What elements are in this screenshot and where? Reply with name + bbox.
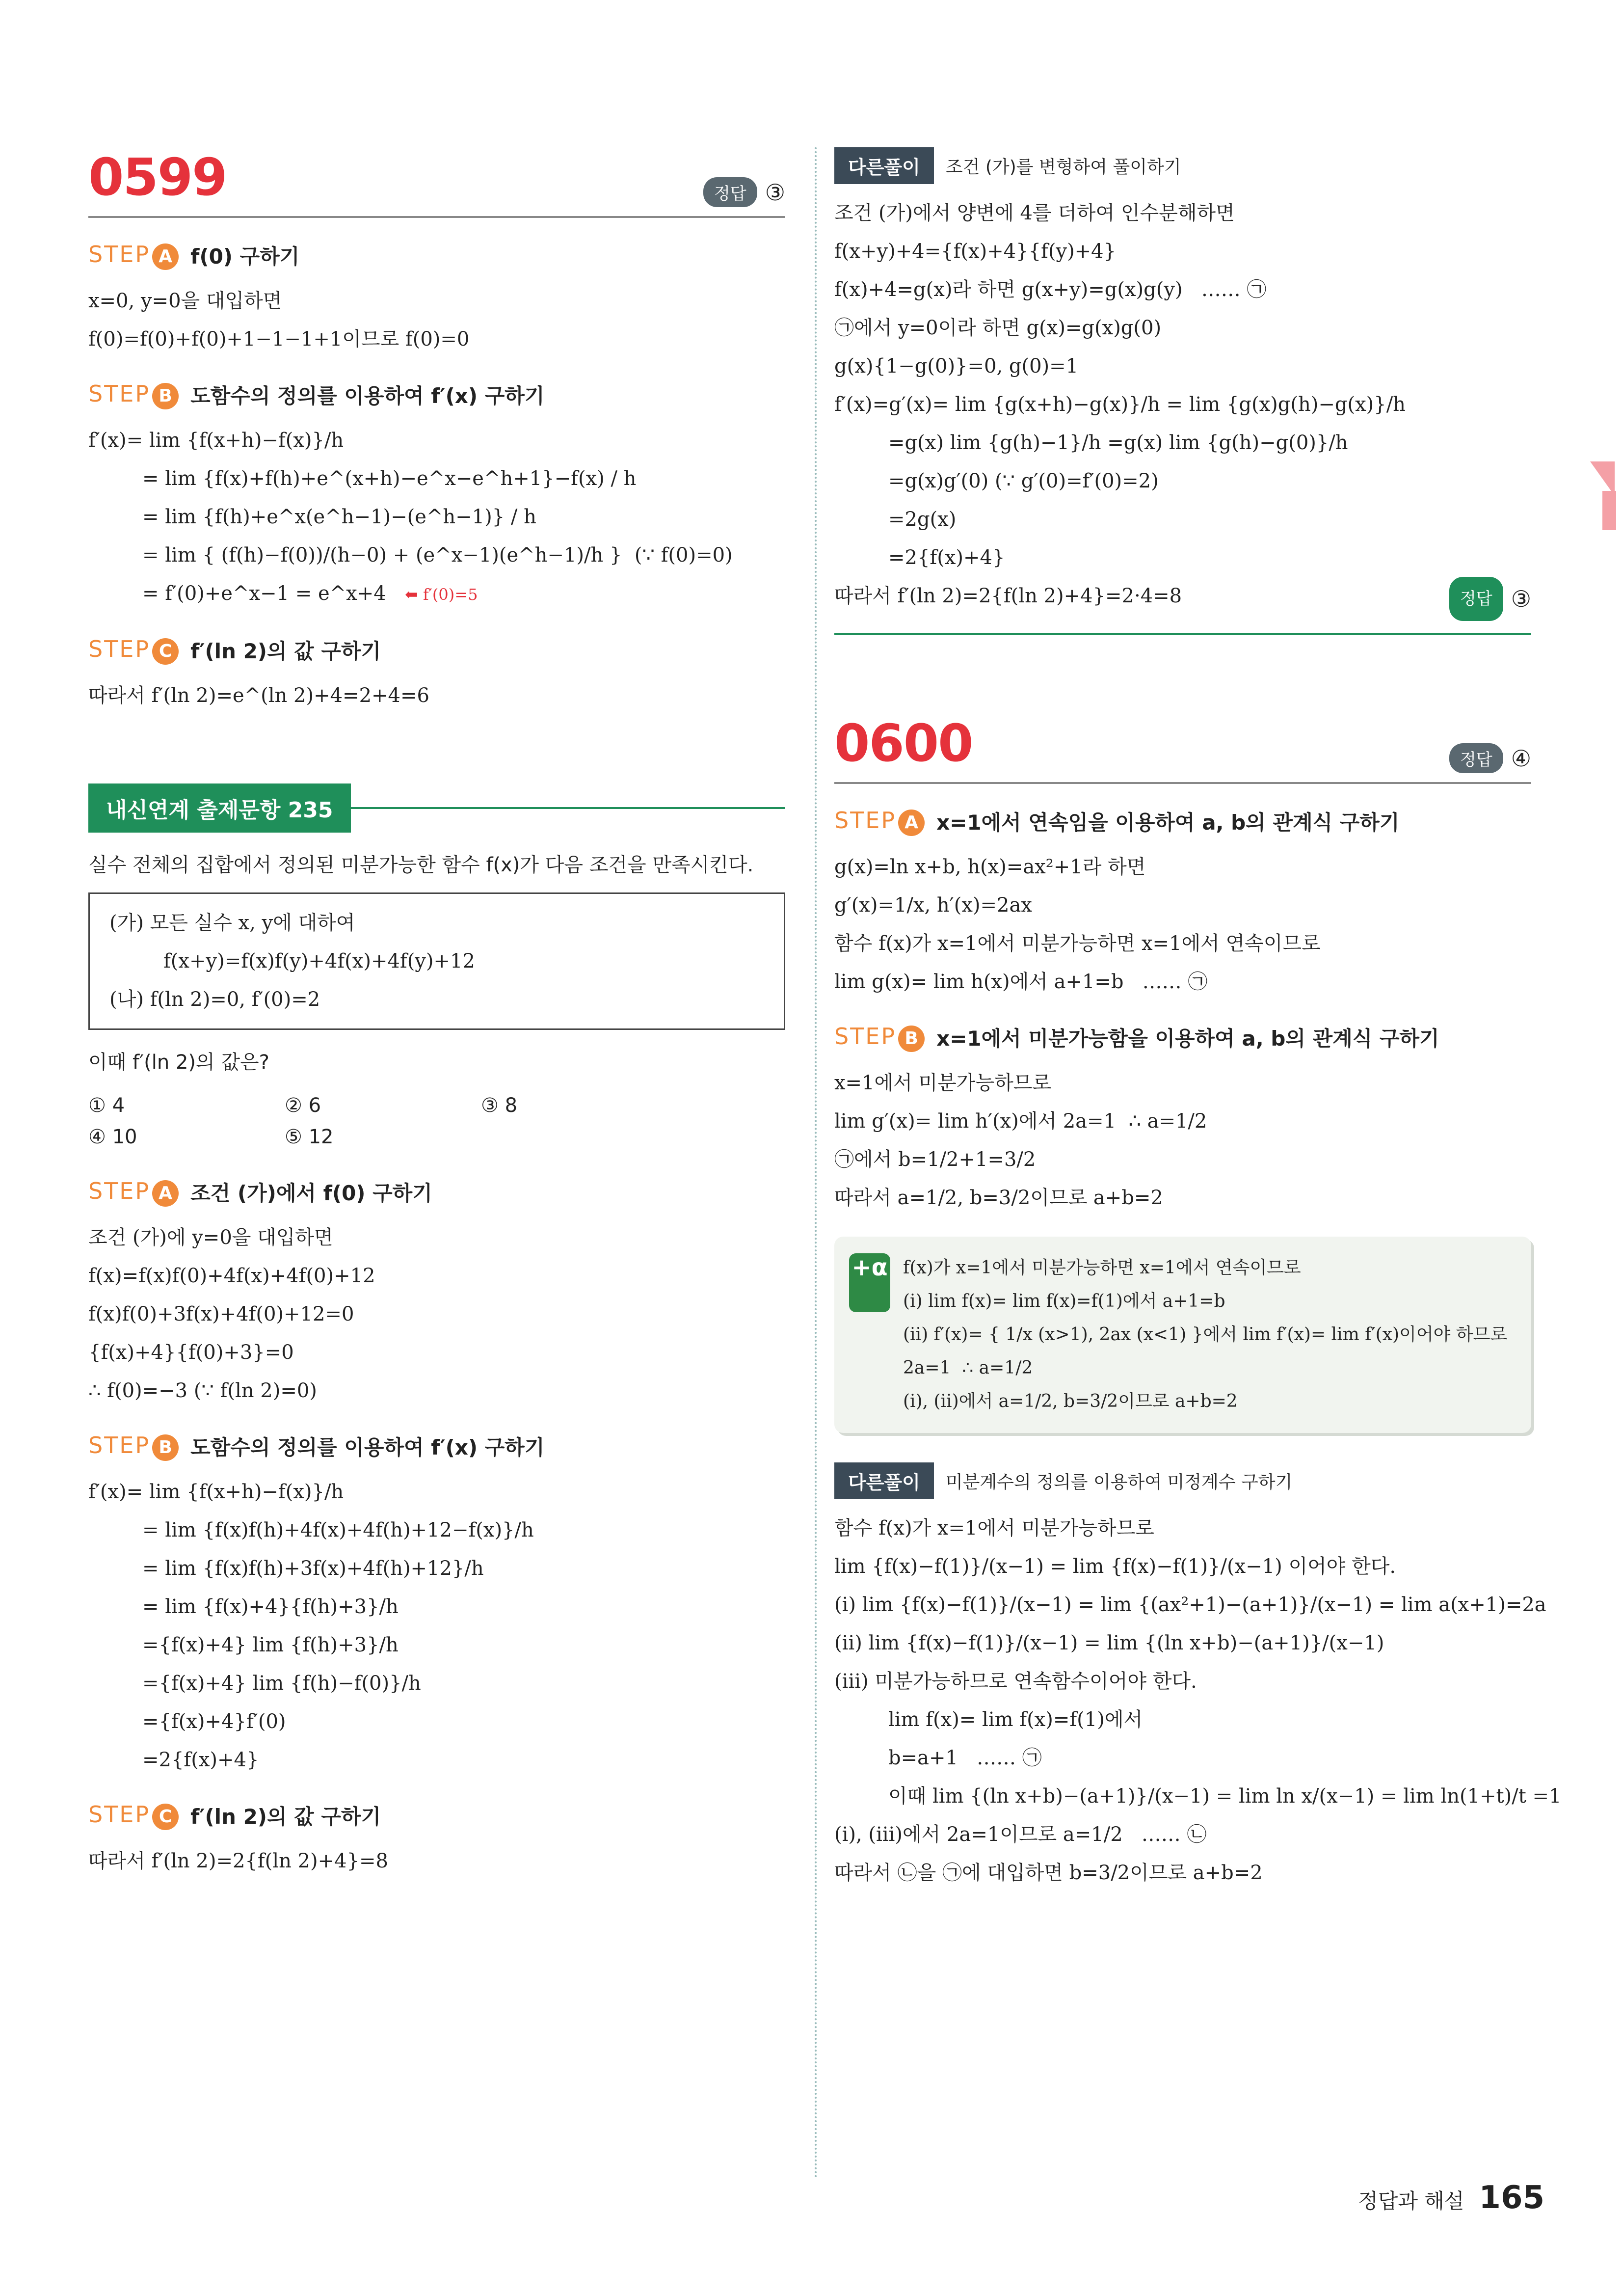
solution-line: f(x+y)+4={f(x)+4}{f(y)+4} bbox=[834, 240, 1117, 263]
footer-label: 정답과 해설 bbox=[1358, 2189, 1464, 2213]
column-divider bbox=[815, 147, 817, 2180]
choice-1: ① 4 bbox=[88, 1094, 125, 1117]
alternative-tag: 다른풀이 bbox=[834, 1462, 934, 1499]
page-footer bbox=[1358, 2180, 1544, 2216]
solution-line: 함수 f(x)가 x=1에서 미분가능하면 x=1에서 연속이므로 bbox=[834, 932, 1321, 955]
answer-badge: 정답 bbox=[1449, 743, 1503, 773]
solution-line: lim {f(x)−f(1)}/(x−1) = lim {f(x)−f(1)}/(x−1) 이어야 한다. bbox=[834, 1555, 1396, 1578]
answer-indicator bbox=[1449, 743, 1531, 773]
choice-3: ③ 8 bbox=[481, 1094, 518, 1117]
step-title: x=1에서 미분가능함을 이용하여 a, b의 관계식 구하기 bbox=[936, 1026, 1439, 1051]
step-tag: STEP C bbox=[88, 636, 179, 665]
solution-line: g′(x)=1/x, h′(x)=2ax bbox=[834, 894, 1032, 917]
solution-line: = lim {f(x)+4}{f(h)+3}/h bbox=[142, 1595, 399, 1618]
related-problem-tab bbox=[88, 783, 785, 833]
hint-line: f(x)가 x=1에서 미분가능하면 x=1에서 연속이므로 bbox=[903, 1258, 1301, 1278]
step-tag: STEP A bbox=[88, 1178, 179, 1207]
solution-line: (ⅰ) lim {f(x)−f(1)}/(x−1) = lim {(ax²+1)−(a+1)}/(x−1) = lim a(x+1)=2a bbox=[834, 1594, 1546, 1616]
step-a-header bbox=[88, 241, 785, 270]
chapter-tab-bar bbox=[1602, 491, 1616, 530]
solution-line: = f′(0)+e^x−1 = e^x+4 ⬅ f′(0)=5 bbox=[142, 582, 478, 605]
solution-line: ={f(x)+4} lim {f(h)+3}/h bbox=[142, 1634, 399, 1656]
problem-header-0599 bbox=[88, 147, 785, 218]
step-title: f(0) 구하기 bbox=[190, 244, 300, 269]
choice-4: ④ 10 bbox=[88, 1126, 137, 1148]
solution-line: = lim {f(h)+e^x(e^h−1)−(e^h−1)} / h bbox=[142, 506, 536, 528]
solution-line: f(x)=f(x)f(0)+4f(x)+4f(0)+12 bbox=[88, 1265, 375, 1287]
section-rule bbox=[834, 633, 1531, 635]
solution-line: f(0)=f(0)+f(0)+1−1−1+1이므로 f(0)=0 bbox=[88, 328, 470, 351]
left-column bbox=[88, 147, 785, 1880]
solution-line: (ⅰ), (ⅲ)에서 2a=1이므로 a=1/2 …… ㉡ bbox=[834, 1823, 1207, 1846]
solution-line: ㉠에서 y=0이라 하면 g(x)=g(x)g(0) bbox=[834, 317, 1162, 339]
solution-line: 조건 (가)에 y=0을 대입하면 bbox=[88, 1226, 333, 1249]
step-title: f′(ln 2)의 값 구하기 bbox=[190, 1805, 381, 1829]
choice-5: ⑤ 12 bbox=[285, 1126, 334, 1148]
solution-line: 따라서 f′(ln 2)=2{f(ln 2)+4}=2·4=8 정답 ③ bbox=[834, 577, 1531, 621]
alternative-solution-header bbox=[834, 147, 1531, 184]
step-title: 조건 (가)에서 f(0) 구하기 bbox=[190, 1181, 432, 1205]
solution-line: =2g(x) bbox=[888, 508, 957, 531]
solution-line: 함수 f(x)가 x=1에서 미분가능하므로 bbox=[834, 1517, 1154, 1540]
hint-line: 2a=1 ∴ a=1/2 bbox=[903, 1358, 1033, 1378]
answer-badge: 정답 bbox=[1449, 577, 1503, 621]
solution-line: {f(x)+4}{f(0)+3}=0 bbox=[88, 1341, 294, 1364]
solution-line: = lim {f(x)f(h)+3f(x)+4f(h)+12}/h bbox=[142, 1557, 484, 1580]
solution-line: = lim { (f(h)−f(0))/(h−0) + (e^x−1)(e^h−1)/h } (∵ f(0)=0) bbox=[142, 544, 733, 567]
step-b-header bbox=[88, 1432, 785, 1461]
answer-indicator bbox=[1449, 577, 1531, 621]
answer-value: ④ bbox=[1511, 745, 1531, 772]
step-title: x=1에서 연속임을 이용하여 a, b의 관계식 구하기 bbox=[936, 810, 1400, 835]
step-tag: STEP B bbox=[88, 380, 179, 409]
right-column bbox=[834, 147, 1562, 1892]
hint-line: (ⅰ) lim f(x)= lim f(x)=f(1)에서 a+1=b bbox=[903, 1291, 1225, 1311]
answer-value: ③ bbox=[1511, 586, 1531, 612]
step-a-header bbox=[88, 1177, 785, 1207]
solution-line: 따라서 f′(ln 2)=2{f(ln 2)+4}=8 bbox=[88, 1850, 388, 1872]
solution-line: (ⅲ) 미분가능하므로 연속함수이어야 한다. bbox=[834, 1670, 1197, 1693]
step-title: 도함수의 정의를 이용하여 f′(x) 구하기 bbox=[190, 1435, 545, 1459]
solution-line: ={f(x)+4}f′(0) bbox=[142, 1710, 286, 1733]
hint-box bbox=[834, 1237, 1531, 1433]
step-b-header bbox=[834, 1023, 1531, 1052]
question-text: 실수 전체의 집합에서 정의된 미분가능한 함수 f(x)가 다음 조건을 만족시킨다. bbox=[88, 854, 754, 876]
solution-line: g(x){1−g(0)}=0, g(0)=1 bbox=[834, 355, 1079, 378]
solution-line: 따라서 f′(ln 2)=e^(ln 2)+4=2+4=6 bbox=[88, 684, 429, 707]
answer-badge: 정답 bbox=[703, 177, 757, 207]
solution-line: = lim {f(x)+f(h)+e^(x+h)−e^x−e^h+1}−f(x) / h bbox=[142, 467, 637, 490]
hint-line: (ⅰ), (ⅱ)에서 a=1/2, b=3/2이므로 a+b=2 bbox=[903, 1391, 1238, 1411]
alternative-desc: 조건 (가)를 변형하여 풀이하기 bbox=[945, 157, 1181, 177]
hint-line: (ⅱ) f′(x)= { 1/x (x>1), 2ax (x<1) }에서 lim f′(x)= lim f′(x)이어야 하므로 bbox=[903, 1324, 1508, 1345]
condition-box bbox=[88, 892, 785, 1030]
problem-number: 0599 bbox=[88, 147, 227, 207]
problem-header-0600 bbox=[834, 713, 1531, 784]
step-tag: STEP B bbox=[88, 1432, 179, 1461]
solution-line: 따라서 ㉡을 ㉠에 대입하면 b=3/2이므로 a+b=2 bbox=[834, 1862, 1263, 1884]
solution-line: ={f(x)+4} lim {f(h)−f(0)}/h bbox=[142, 1672, 421, 1695]
solution-line: lim g(x)= lim h(x)에서 a+1=b …… ㉠ bbox=[834, 971, 1208, 993]
alternative-desc: 미분계수의 정의를 이용하여 미정계수 구하기 bbox=[945, 1472, 1293, 1492]
solution-line: f(x)f(0)+3f(x)+4f(0)+12=0 bbox=[88, 1303, 354, 1325]
solution-line: x=0, y=0을 대입하면 bbox=[88, 290, 282, 312]
step-title: f′(ln 2)의 값 구하기 bbox=[190, 639, 381, 663]
condition-a-equation: f(x+y)=f(x)f(y)+4f(x)+4f(y)+12 bbox=[163, 950, 475, 972]
solution-line: ㉠에서 b=1/2+1=3/2 bbox=[834, 1148, 1036, 1171]
solution-line: ∴ f(0)=−3 (∵ f(ln 2)=0) bbox=[88, 1379, 317, 1402]
solution-line: =2{f(x)+4} bbox=[888, 546, 1005, 569]
solution-line: lim g′(x)= lim h′(x)에서 2a=1 ∴ a=1/2 bbox=[834, 1110, 1207, 1133]
step-tag: STEP C bbox=[88, 1801, 179, 1830]
step-c-header bbox=[88, 1801, 785, 1830]
step-title: 도함수의 정의를 이용하여 f′(x) 구하기 bbox=[190, 384, 545, 408]
solution-line: =g(x)g′(0) (∵ g′(0)=f′(0)=2) bbox=[888, 470, 1159, 492]
solution-line: (ⅱ) lim {f(x)−f(1)}/(x−1) = lim {(ln x+b)−(a+1)}/(x−1) bbox=[834, 1632, 1384, 1654]
question-ask: 이때 f′(ln 2)의 값은? bbox=[88, 1051, 269, 1074]
solution-line: lim f(x)= lim f(x)=f(1)에서 bbox=[888, 1708, 1143, 1731]
condition-a-label: (가) 모든 실수 x, y에 대하여 bbox=[109, 912, 355, 934]
step-tag: STEP B bbox=[834, 1023, 925, 1052]
solution-line: 이때 lim {(ln x+b)−(a+1)}/(x−1) = lim ln x/(x−1) = lim ln(1+t)/t =1 bbox=[888, 1785, 1562, 1808]
solution-line: =2{f(x)+4} bbox=[142, 1749, 259, 1771]
solution-line: 따라서 a=1/2, b=3/2이므로 a+b=2 bbox=[834, 1187, 1163, 1209]
step-tag: STEP A bbox=[88, 241, 179, 270]
problem-number: 0600 bbox=[834, 713, 973, 773]
step-c-header bbox=[88, 635, 785, 665]
solution-line: x=1에서 미분가능하므로 bbox=[834, 1072, 1051, 1094]
answer-indicator bbox=[703, 177, 785, 207]
condition-b: (나) f(ln 2)=0, f′(0)=2 bbox=[109, 988, 320, 1011]
solution-line: b=a+1 …… ㉠ bbox=[888, 1747, 1042, 1769]
arrow-note: ⬅ f′(0)=5 bbox=[404, 585, 478, 604]
solution-line: =g(x) lim {g(h)−1}/h =g(x) lim {g(h)−g(0)}/h bbox=[888, 432, 1348, 454]
step-tag: STEP A bbox=[834, 807, 925, 836]
related-problem-label: 내신연계 출제문항 235 bbox=[88, 783, 351, 833]
plus-alpha-icon: +α bbox=[849, 1253, 890, 1312]
step-a-header bbox=[834, 807, 1531, 836]
solution-line: f′(x)= lim {f(x+h)−f(x)}/h bbox=[88, 1481, 344, 1503]
solution-line: f′(x)=g′(x)= lim {g(x+h)−g(x)}/h = lim {g(x)g(h)−g(x)}/h bbox=[834, 393, 1406, 416]
solution-line: 조건 (가)에서 양변에 4를 더하여 인수분해하면 bbox=[834, 202, 1235, 224]
solution-line: f′(x)= lim {f(x+h)−f(x)}/h bbox=[88, 429, 344, 452]
page-number: 165 bbox=[1479, 2180, 1544, 2216]
alternative-solution-header bbox=[834, 1462, 1531, 1499]
choices bbox=[88, 1090, 785, 1153]
solution-line: = lim {f(x)f(h)+4f(x)+4f(h)+12−f(x)}/h bbox=[142, 1519, 534, 1541]
step-b-header bbox=[88, 380, 785, 409]
choice-2: ② 6 bbox=[285, 1094, 321, 1117]
tab-rule bbox=[351, 807, 785, 809]
solution-line: g(x)=ln x+b, h(x)=ax²+1라 하면 bbox=[834, 856, 1146, 878]
solution-line: f(x)+4=g(x)라 하면 g(x+y)=g(x)g(y) …… ㉠ bbox=[834, 278, 1267, 301]
alternative-tag: 다른풀이 bbox=[834, 147, 934, 184]
answer-value: ③ bbox=[765, 179, 785, 206]
